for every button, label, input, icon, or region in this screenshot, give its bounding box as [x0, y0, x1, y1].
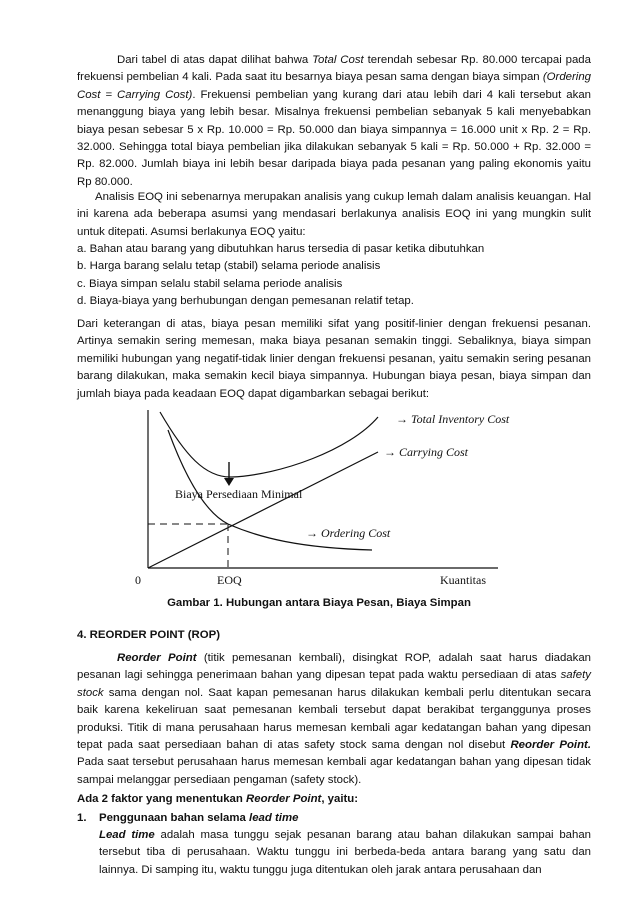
label-total-inventory-cost: → Total Inventory Cost [396, 412, 510, 426]
axis-origin-label: 0 [135, 573, 141, 587]
total-inventory-cost-curve [160, 412, 378, 477]
rop-em-term: Reorder Point [117, 652, 197, 664]
p1-em-ordering-carrying: (Ordering Cost = Carrying Cost) [77, 71, 591, 101]
p1-em-total-cost: Total Cost [312, 54, 364, 66]
paragraph-total-cost [77, 52, 591, 191]
paragraph-reorder-point [77, 650, 591, 789]
lead-time-term: Lead time [99, 829, 155, 841]
factors-heading [77, 793, 358, 805]
factors-heading-text: Ada 2 faktor yang menentukan [77, 793, 247, 805]
rop-em-safety-stock: safety stock [77, 669, 591, 699]
axis-quantity-label: Kuantitas [440, 573, 486, 587]
assumption-item-b: b. Harga barang selalu tetap (stabil) selama periode analisis [77, 260, 381, 273]
axis-eoq-label: EOQ [217, 573, 242, 587]
section-heading-reorder-point: 4. REORDER POINT (ROP) [77, 629, 221, 641]
minimum-arrow-head-icon [224, 478, 234, 486]
eoq-cost-diagram [0, 400, 638, 620]
rop-text-3: Pada saat tersebut perusahaan harus memesan kembali agar kedatangan bahan yang dipesan tidak sampai melanggar persediaan pengaman (safety stock). [77, 756, 591, 786]
carrying-cost-line [148, 452, 378, 568]
assumption-item-d: d. Biaya-biaya yang berhubungan dengan pemesanan relatif tetap. [77, 295, 414, 308]
factor-item-number: 1. [77, 812, 87, 824]
p1-text-1: Dari tabel di atas dapat dilihat bahwa [117, 54, 313, 66]
factor-item-title [99, 810, 298, 827]
factor-item-body [99, 827, 591, 879]
factors-heading-em: Reorder Point [246, 793, 322, 805]
rop-text-2: sama dengan nol. Saat kapan pemesanan harus dilakukan kembali perlu ditentukan secara baik karena kekeliruan saat pemesanan kembali tersebut dapat berakibat terganggunya proses produksi. Titik di mana perusahaan harus memesan kembali agar kedatangan bahan yang dipesan tepat pada saat persediaan bahan di atas safety stock sama dengan nol disebut [77, 686, 591, 752]
factor-title-text: Penggunaan bahan selama [99, 812, 250, 824]
assumption-item-c: c. Biaya simpan selalu stabil selama periode analisis [77, 277, 343, 290]
assumption-list [77, 241, 591, 311]
rop-em-reorder-point: Reorder Point. [510, 739, 591, 752]
p1-text-2: terendah sebesar Rp. 80.000 tercapai pada frekuensi pembelian 4 kali. Pada saat itu besarnya biaya pesan sama dengan biaya simpan [77, 54, 591, 84]
lead-time-text: adalah masa tunggu sejak pesanan barang atau bahan dilakukan sampai bahan tersebut tiba di perusahaan. Waktu tunggu ini berbeda-beda antara barang yang satu dan lainnya. Di samping itu, waktu tunggu juga ditentukan oleh jarak antara perusahaan dan [99, 829, 592, 876]
label-ordering-cost: → Ordering Cost [306, 526, 391, 540]
p1-text-3: . Frekuensi pembelian yang kurang dari atau lebih dari 4 kali tersebut akan menanggung biaya yang lebih besar. Misalnya frekuensi pembelian sebanyak 5 kali menyebabkan biaya pesan sebesar 5 x Rp. 10.000 = Rp. 50.000 dan biaya simpannya = 16.000 unit x Rp. 2 = Rp. 32.000. Sehingga total biaya pembelian jika dilakukan sebanyak 5 kali = Rp. 50.000 + Rp. 32.000 = Rp. 82.000. Jumlah biaya ini lebih besar daripada biaya pada pesanan yang paling ekonomis yaitu Rp 80.000. [77, 88, 591, 188]
label-carrying-cost: → Carrying Cost [384, 445, 469, 459]
label-minimum-cost: Biaya Persediaan Minimal [175, 487, 303, 501]
factor-title-em: lead time [249, 812, 299, 824]
assumption-item-a: a. Bahan atau barang yang dibutuhkan harus tersedia di pasar ketika dibutuhkan [77, 243, 485, 255]
factors-heading-suffix: , yaitu: [321, 793, 359, 805]
rop-text-1: (titik pemesanan kembali), disingkat ROP, adalah saat harus diadakan pesanan lagi sehingga penerimaan bahan yang dipesan tepat pada waktu persediaan di atas [77, 652, 591, 682]
paragraph-cost-relationship: Dari keterangan di atas, biaya pesan memiliki sifat yang positif-linier dengan frekuensi pesanan. Artinya semakin sering memesan, maka biaya pesanan semakin tinggi. Sebaliknya, biaya simpan memiliki hubungan yang negatif-tidak linier dengan frekuensi pesanan, yaitu semakin sering pesanan barang dilakukan, maka semakin kecil biaya simpannya. Hubungan biaya pesan, biaya simpan dan jumlah biaya pada keadaan EOQ dapat digambarkan sebagai berikut: [77, 318, 591, 400]
figure-caption: Gambar 1. Hubungan antara Biaya Pesan, Biaya Simpan [167, 597, 471, 609]
paragraph-eoq-analysis: Analisis EOQ ini sebenarnya merupakan analisis yang cukup lemah dalam analisis keuangan. Hal ini karena ada beberapa asumsi yang mendasari berlakunya analisis EOQ ini yang mungkin sulit untuk ditepati. Asumsi berlakunya EOQ yaitu: [77, 191, 591, 238]
